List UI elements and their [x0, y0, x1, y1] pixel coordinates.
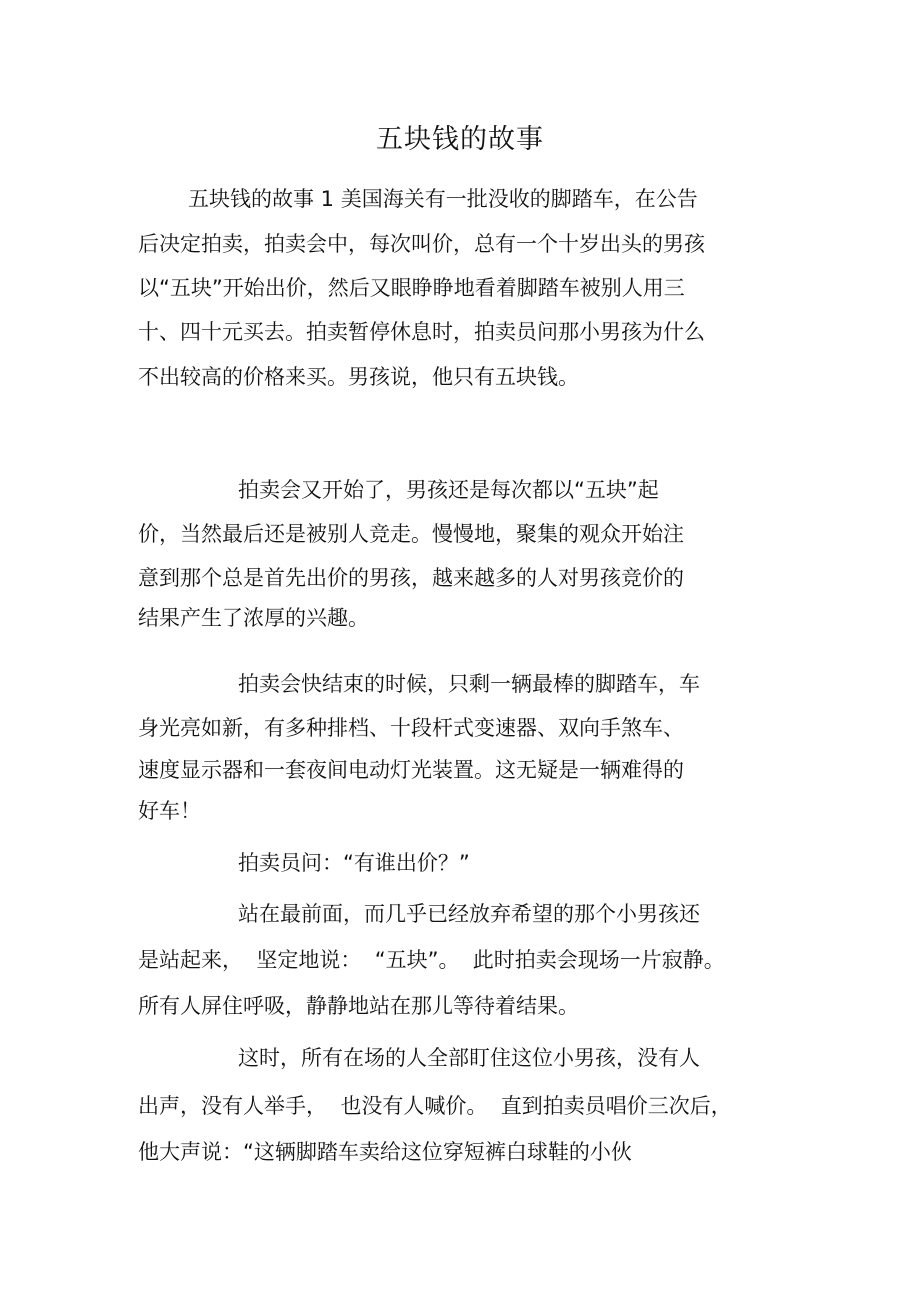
text-line: 所有人屏住呼吸，静静地站在那儿等待着结果。: [138, 994, 579, 1018]
text-line: 好车！: [138, 799, 201, 823]
text-line: 他大声说：“这辆脚踏车卖给这位穿短裤白球鞋的小伙: [138, 1140, 632, 1164]
text-line: 后决定拍卖，拍卖会中，每次叫价，总有一个十岁出头的男孩: [138, 232, 705, 256]
text-line: 拍卖会快结束的时候，只剩一辆最棒的脚踏车，车: [238, 672, 700, 696]
text-line: 站在最前面，而几乎已经放弃希望的那个小男孩还: [238, 902, 700, 926]
text-line: 十、四十元买去。拍卖暂停休息时，拍卖员问那小男孩为什么: [138, 320, 705, 344]
text-line: 意到那个总是首先出价的男孩，越来越多的人对男孩竞价的: [138, 566, 684, 590]
text-line: 拍卖会又开始了，男孩还是每次都以“五块”起: [238, 478, 659, 502]
text-line: 五块钱的故事 1 美国海关有一批没收的脚踏车，在公告: [188, 187, 698, 211]
text-line: 出声，没有人举手， 也没有人喊价。 直到拍卖员唱价三次后，: [138, 1094, 732, 1118]
text-line: 结果产生了浓厚的兴趣。: [138, 606, 369, 630]
text-line: 是站起来， 坚定地说： “五块”。 此时拍卖会现场一片寂静。: [138, 948, 725, 972]
text-line: 这时，所有在场的人全部盯住这位小男孩，没有人: [238, 1046, 700, 1070]
text-line: 以“五块”开始出价，然后又眼睁睁地看着脚踏车被别人用三: [138, 276, 685, 300]
text-line: 拍卖员问：“有谁出价？”: [238, 851, 470, 875]
text-line: 价，当然最后还是被别人竞走。慢慢地，聚集的观众开始注: [138, 522, 684, 546]
text-line: 速度显示器和一套夜间电动灯光装置。这无疑是一辆难得的: [138, 758, 684, 782]
page-title: 五块钱的故事: [376, 124, 544, 155]
text-line: 身光亮如新，有多种排档、十段杆式变速器、双向手煞车、: [138, 716, 684, 740]
text-line: 不出较高的价格来买。男孩说，他只有五块钱。: [138, 365, 579, 389]
